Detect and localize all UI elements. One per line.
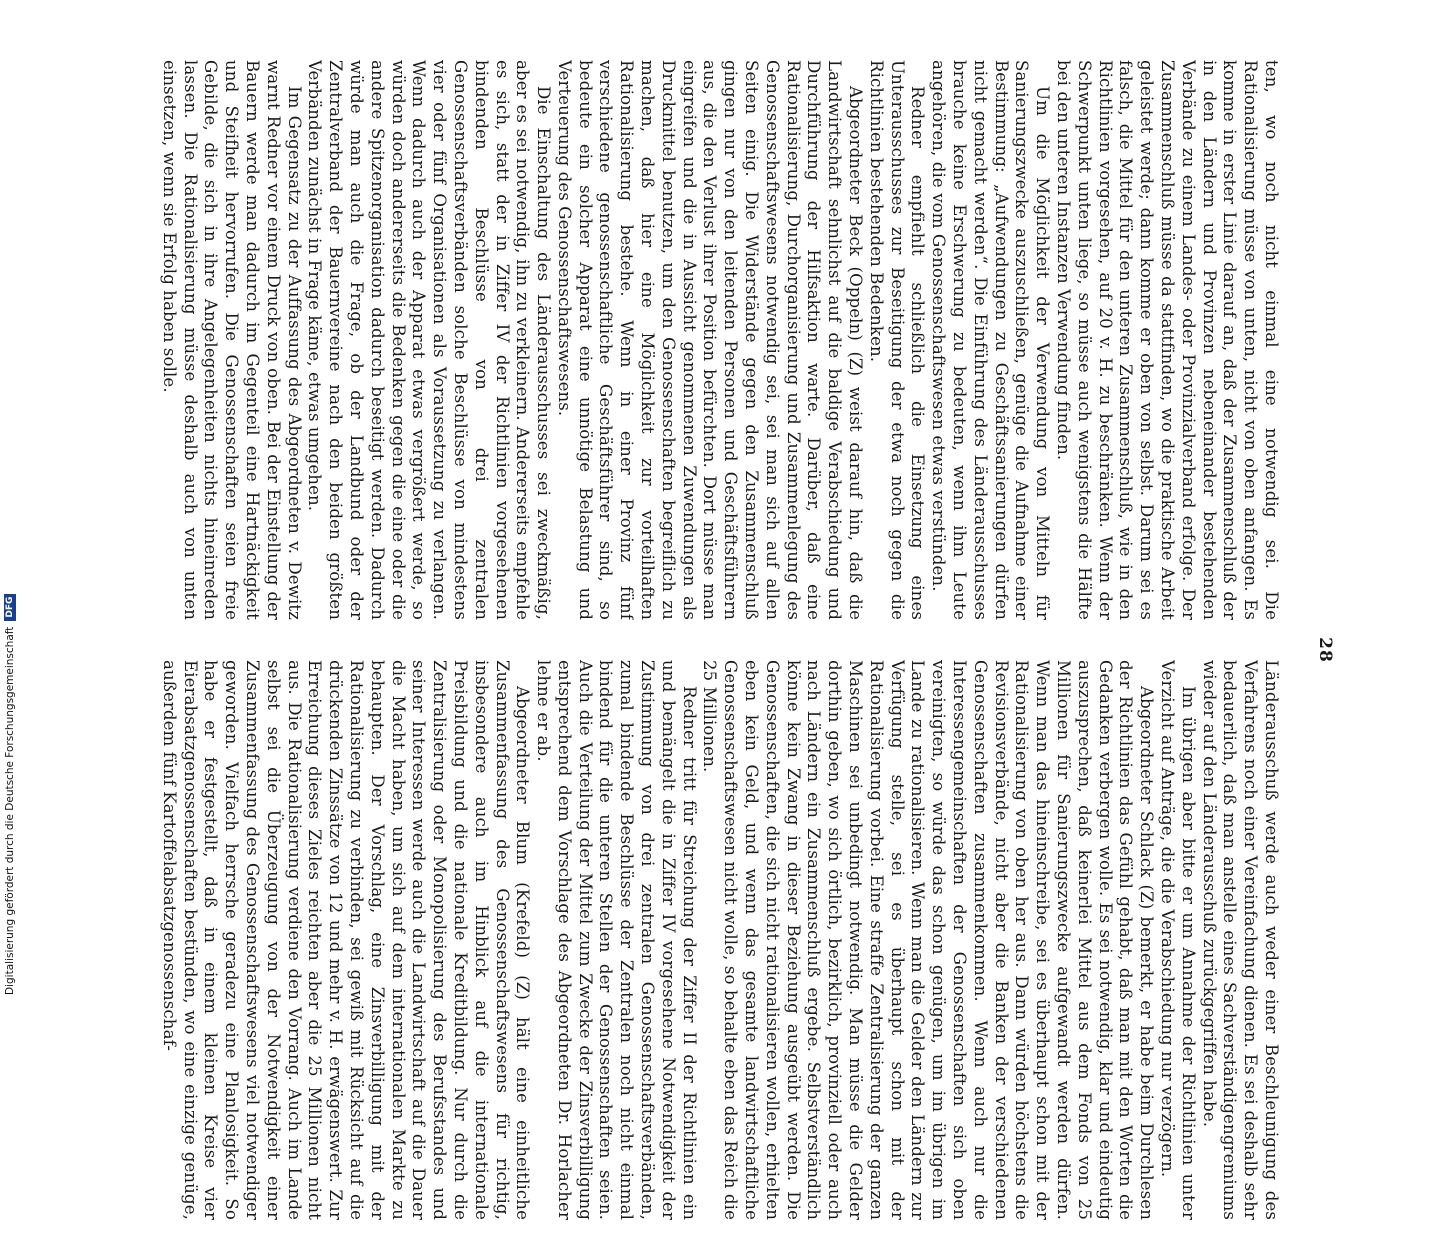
paragraph: Redner tritt für Streichung der Ziffer II der Richtlinien ein und bemängelt die in Ziffer IV vorgesehene Notwendigkeit der Zustimmung von drei zentralen Genossenschaftsverbänden, zumal bindende Beschlüsse der Zentralen noch nicht einmal bindend für die unteren Stellen der Genossenschaften seien. Auch die Verteilung der Mittel zum Zwecke der Zinsverbilligung entsprechend dem Vorschlage des Abgeordneten Dr. Horlacher lehne er ab. [534,660,699,1220]
paragraph: ten, wo noch nicht einmal eine notwendig sei. Die Rationalisierung müsse von unten, nicht von oben anfangen. Es komme in erster Linie darauf an, daß der Zusammenschluß der in den Ländern und Provinzen nebeneinander bestehenden Verbände zu einem Landes- oder Provinzialverband erfolge. Der Zusammenschluß müsse da stattfinden, wo die praktische Arbeit geleistet werde; dann komme er oben von selbst. Darum sei es falsch, die Mittel für den unteren Zusammenschluß, wie in den Richtlinien vorgesehen, auf 20 v. H. zu beschränken. Wenn der Schwerpunkt unten liege, so müsse auch wenigstens die Hälfte bei den unteren Instanzen Verwendung finden. [1054,60,1281,620]
credit-text: Digitalisierung gefördert durch die Deutsche Forschungsgemeinschaft [4,626,16,995]
digitization-credit [4,594,16,995]
rotated-page [135,60,1335,1240]
paragraph: Abgeordneter Schlack (Z) bemerkt, er habe beim Durchlesen der Richtlinien das Gefühl gehabt, daß man mit den Worten die Gedanken verbergen wolle. Es sei notwendig, klar und eindeutig auszusprechen, daß keinerlei Mittel aus dem Fonds von 25 Millionen für Sanierungszwecke aufgewandt werden dürfen. Wenn man das hineinschreibe, sei es überhaupt schon mit der Rationalisierung von oben her aus. Dann würden höchstens die Revisionsverbände, nicht aber die Banken der verschiedenen Genossenschaften zusammenkommen. Wenn auch nur die Interessengemeinschaften der Genossenschaften sich oben vereinigten, so würde das schon genügen, um im übrigen im Lande zu rationalisieren. Wenn man die Gelder den Ländern zur Verfügung stelle, sei es überhaupt schon mit der Rationalisierung vorbei. Eine straffe Zentralisierung der ganzen Maschinen sei unbedingt notwendig. Man müsse die Gelder dorthin geben, wo sich örtlich, bezirklich, provinziell oder auch nach Ländern ein Zusammenschluß ergebe. Selbstverständlich könne kein Zwang in dieser Beziehung ausgeübt werden. Die Genossenschaften, die sich nicht rationalisieren wollen, erhielten eben kein Geld, und wenn das gesamte landwirtschaftliche Genossenschaftswesen nicht wolle, so behalte eben das Reich die 25 Millionen. [700,660,1157,1220]
paragraph: Länderausschuß werde auch weder einer Beschleunigung des Verfahrens noch einer Vereinfachung dienen. Es sei deshalb sehr bedauerlich, daß man anstelle eines Sachverständigengremiums wieder auf den Länderausschuß zurückgegriffen habe. [1199,660,1281,1220]
page-number: 28 [1315,637,1335,663]
paragraph: Abgeordneter Beck (Oppeln) (Z) weist darauf hin, daß die Landwirtschaft sehnlichst auf die baldige Verabschiedung und Durchführung der Hilfsaktion warte. Darüber, daß eine Rationalisierung, Durchorganisierung und Zusammenlegung des Genossenschaftswesens notwendig sei, sei man sich auf allen Seiten einig. Die Widerstände gegen den Zusammenschluß gingen nur von den leitenden Personen und Geschäftsführern aus, die den Verlust ihrer Position befürchten. Dort müsse man eingreifen und die in Aussicht genommenen Zuwendungen als Druckmittel benutzen, um den Genossenschaften begreiflich zu machen, daß hier eine Möglichkeit zur vorteilhaften Rationalisierung bestehe. Wenn in einer Provinz fünf verschiedene genossenschaftliche Geschäftsführer sind, so bedeute ein solcher Apparat eine unnötige Belastung und Verteuerung des Genossenschaftswesens. [554,60,866,620]
text-column-left [121,60,1281,620]
dfg-logo: DFG [4,594,16,621]
paragraph: Die Einschaltung des Länderausschusses sei zweckmäßig, aber es sei notwendig, ihn zu verkleinern. Andererseits empfehle es sich, statt der in Ziffer IV der Richtlinien vorgesehenen bindenden Beschlüsse von drei zentralen Genossenschaftsverbänden solche Beschlüsse von mindestens vier oder fünf Organisationen als Voraussetzung zu verlangen. Wenn dadurch auch der Apparat etwas vergrößert werde, so würden doch andererseits die Bedenken gegen die eine oder die andere Spitzenorganisation dadurch beseitigt werden. Dadurch würde man auch die Frage, ob der Landbund oder der Zentralverband der Bauernvereine nach den beiden größten Verbänden zunächst in Frage käme, etwas umgehen. [305,60,554,620]
paragraph: Redner empfiehlt schließlich die Einsetzung eines Unterausschusses zur Beseitigung der etwa noch gegen die Richtlinien bestehenden Bedenken. [866,60,928,620]
paragraph: Im Gegensatz zu der Auffassung des Abgeordneten v. Dewitz warnt Redner vor einem Druck von oben. Bei der Einstellung der Bauern werde man dadurch im Gegenteil eine Hartnäckigkeit und Steifheit hervorrufen. Die Genossenschaften seien freie Gebilde, die sich in ihre Angelegenheiten nichts hineinreden lassen. Die Rationalisierung müsse deshalb auch von unten einsetzen, wenn sie Erfolg haben solle. [159,60,304,620]
paragraph: Im übrigen aber bitte er um Annahme der Richtlinien unter Verzicht auf Anträge, die die Verabschiedung nur verzögern. [1158,660,1198,1220]
paragraph: Abgeordneter Blum (Krefeld) (Z) hält eine einheitliche Zusammenfassung des Genossenschaftswesens für richtig, insbesondere auch im Hinblick auf die internationale Preisbildung und die nationale Kreditbildung. Nur durch die Zentralisierung oder Monopolisierung des Berufsstandes und seiner Interessen werde auch die Landwirtschaft auf die Dauer die Macht haben, um sich auf dem internationalen Markte zu behaupten. Der Vorschlag, eine Zinsverbilligung mit der Rationalisierung zu verbinden, sei gewiß mit Rücksicht auf die drückenden Zinssätze von 12 und mehr v. H. erwägenswert. Zur Erreichung dieses Zieles reichten aber die 25 Millionen nicht aus. Die Rationalisierung verdiene den Vorrang. Auch im Lande selbst sei die Überzeugung von der Notwendigkeit einer Zusammenfassung des Genossenschaftswesens viel notwendiger geworden. Vielfach herrsche geradezu eine Planlosigkeit. So habe er festgestellt, daß in einem kleinen Kreise vier Eierabsatzgenossenschaften bestünden, wo eine einzige genüge, außerdem fünf Kartoffelabsatzgenossenschaf- [159,660,533,1220]
text-column-right [121,660,1281,1220]
paragraph: Um die Möglichkeit der Verwendung von Mitteln für Sanierungszwecke auszuschließen, genüge die Aufnahme einer Bestimmung: „Aufwendungen zu Geschäftssanierungen dürfen nicht gemacht werden“. Die Einführung des Länderausschusses brauche keine Erschwerung zu bedeuten, wenn ihm Leute angehören, die vom Genossenschaftswesen etwas verstünden. [929,60,1053,620]
